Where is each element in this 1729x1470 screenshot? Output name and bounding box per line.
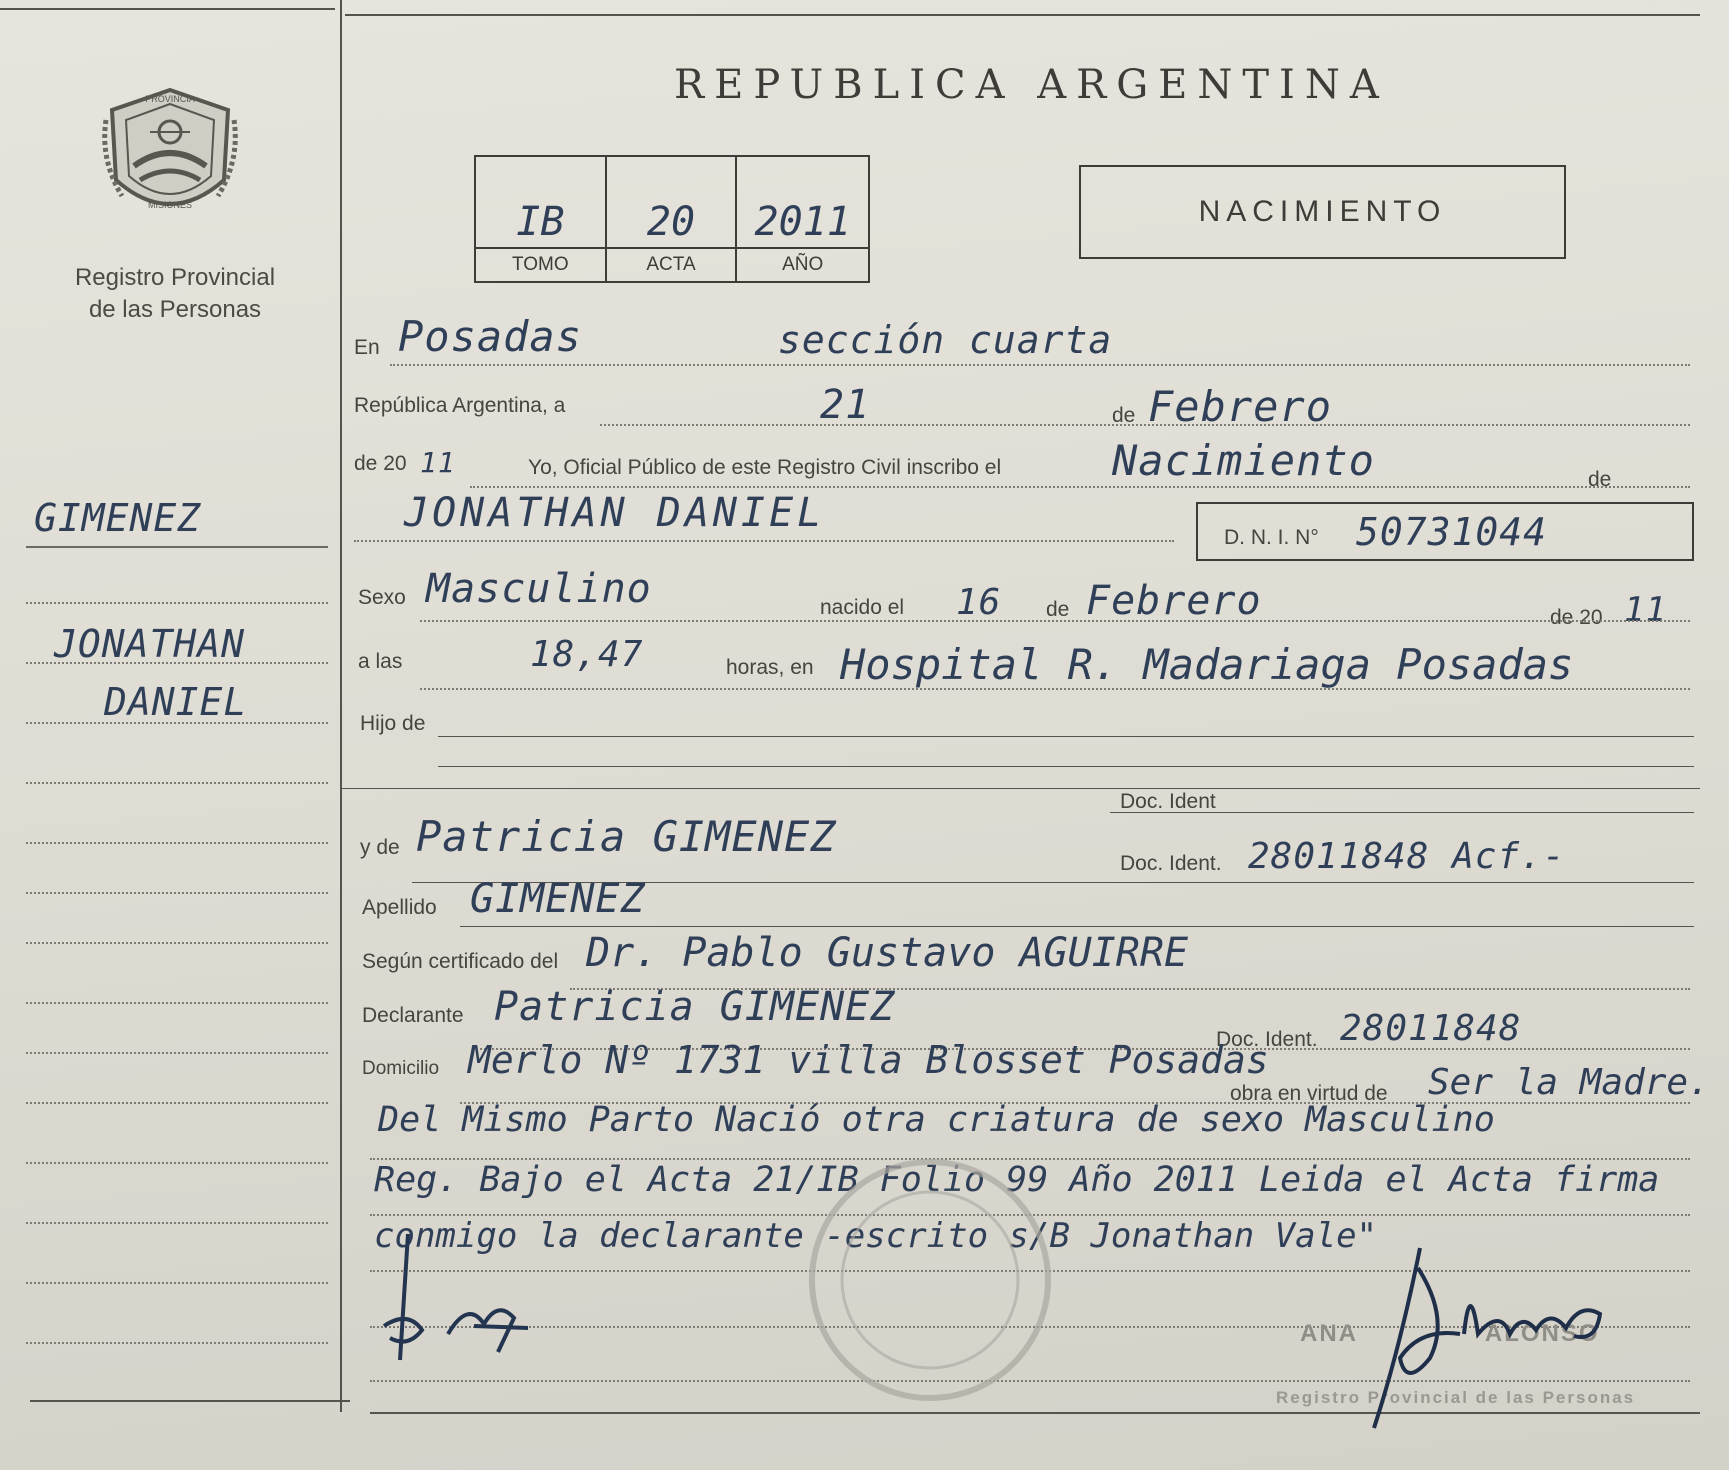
label-dni: D. N. I. N° [1224,526,1319,549]
value-reason: Ser la Madre. [1428,1062,1710,1103]
label-sexo: Sexo [358,586,406,609]
margin-line [26,842,328,844]
margin-line [26,892,328,894]
value-birth-year: 11 [1624,590,1667,630]
value-surname: GIMENEZ [470,876,646,922]
note-line-2: Reg. Bajo el Acta 21/IB Folio 99 Año 2011 Leida el Acta firma [374,1160,1660,1200]
line-republica [600,424,1690,426]
value-doctor: Dr. Pablo Gustavo AGUIRRE [586,930,1189,976]
margin-line [26,1102,328,1104]
label-republica: República Argentina, a [354,394,566,417]
label-yo-oficial: Yo, Oficial Público de este Registro Civil inscribo el [528,456,1002,479]
value-address: Merlo Nº 1731 villa Blosset Posadas [468,1038,1269,1082]
line-sexo [420,620,1690,622]
value-time: 18,47 [530,634,644,675]
margin-line [26,1222,328,1224]
label-de-20: de 20 [354,452,407,475]
seal-text-top: PROVINCIA [145,94,195,104]
value-dni: 50731044 [1356,510,1548,554]
value-declarant-doc: 28011848 [1340,1008,1522,1049]
margin-given-2: DANIEL [104,680,248,724]
value-child-name: JONATHAN DANIEL [404,490,826,536]
label-y-de: y de [360,836,400,859]
line-a-las [420,688,1690,690]
label-domicilio: Domicilio [362,1058,440,1079]
label-nacido-el: nacido el [820,596,905,619]
tomo-label: TOMO [476,247,607,281]
registry-line-2: de las Personas [88,296,262,323]
acta-label: ACTA [607,247,738,281]
margin-line [26,602,328,604]
signatory-name: ANA ALONSO [1300,1320,1600,1347]
value-birth-month: Febrero [1086,578,1262,624]
top-rule-left [0,8,335,10]
label-en: En [354,336,380,359]
hospital-stamp-icon [790,1150,1070,1410]
line-doc-ident-1 [1110,812,1694,813]
record-number-box [474,155,870,283]
label-declarante: Declarante [362,1004,464,1027]
margin-surname: GIMENEZ [34,496,202,540]
label-hijo-de: Hijo de [360,712,426,735]
value-section: sección cuarta [778,318,1113,362]
label-de-20b: de 20 [1550,606,1603,629]
value-place: Hospital R. Madariaga Posadas [840,640,1574,689]
line-apellido [460,926,1694,927]
value-year: 11 [420,446,456,479]
registry-name [40,262,310,326]
top-rule-right [345,14,1700,16]
value-act: Nacimiento [1112,436,1375,485]
label-de-3: de [1046,598,1070,621]
document-country-title: REPUBLICA ARGENTINA [674,62,1389,108]
document-type-box: NACIMIENTO [1079,165,1566,259]
margin-line [26,662,328,664]
line-hijo-de [438,736,1694,737]
anio-value: 2011 [754,199,851,245]
margin-line [26,1342,328,1344]
label-doc-ident-2: Doc. Ident. [1120,852,1222,875]
margin-line [26,1002,328,1004]
label-obra: obra en virtud de [1230,1082,1388,1105]
registry-line-1: Registro Provincial [74,264,276,291]
provincial-seal-icon [100,80,240,230]
label-de-2: de [1588,468,1612,491]
margin-line [26,722,328,724]
acta-value: 20 [607,157,738,247]
label-a-las: a las [358,650,403,673]
margin-line [26,942,328,944]
note-line-1: Del Mismo Parto Nació otra criatura de sexo Masculino [378,1100,1495,1140]
line-child-name [354,540,1174,542]
seal-text-bottom: MISIONES [147,200,193,210]
label-de-1: de [1112,404,1136,427]
margin-line [26,1282,328,1284]
official-signature-icon [1360,1238,1630,1438]
margin-given-1: JONATHAN [54,622,246,666]
note-line-3: conmigo la declarante -escrito s/B Jonathan Vale" [374,1216,1378,1256]
anio-label: AÑO [737,247,868,281]
label-horas-en: horas, en [726,656,814,679]
line-en [390,364,1690,366]
margin-line [26,782,328,784]
signatory-role: Registro Provincial de las Personas [1276,1388,1636,1407]
margin-divider [340,0,342,1412]
value-mother: Patricia GIMENEZ [416,812,837,861]
mid-rule [340,788,1700,789]
line-de-20 [470,486,1690,488]
label-apellido: Apellido [362,896,437,919]
value-sex: Masculino [426,566,652,612]
label-doc-ident-3: Doc. Ident. [1216,1028,1318,1051]
bottom-rule-left [30,1400,350,1402]
value-declarant: Patricia GIMENEZ [494,984,896,1030]
margin-surname-rule [26,546,328,548]
declarant-signature-icon [378,1230,558,1370]
tomo-value: IB [476,157,607,247]
label-segun: Según certificado del [362,950,559,973]
value-mother-doc: 28011848 Acf.- [1248,836,1566,877]
label-doc-ident-1: Doc. Ident [1120,790,1216,813]
value-day: 21 [820,382,871,428]
value-month: Febrero [1148,382,1333,431]
margin-line [26,1162,328,1164]
margin-line [26,1052,328,1054]
value-city: Posadas [398,312,583,361]
line-hijo-de-2 [438,766,1694,767]
value-birth-day: 16 [956,582,1002,623]
